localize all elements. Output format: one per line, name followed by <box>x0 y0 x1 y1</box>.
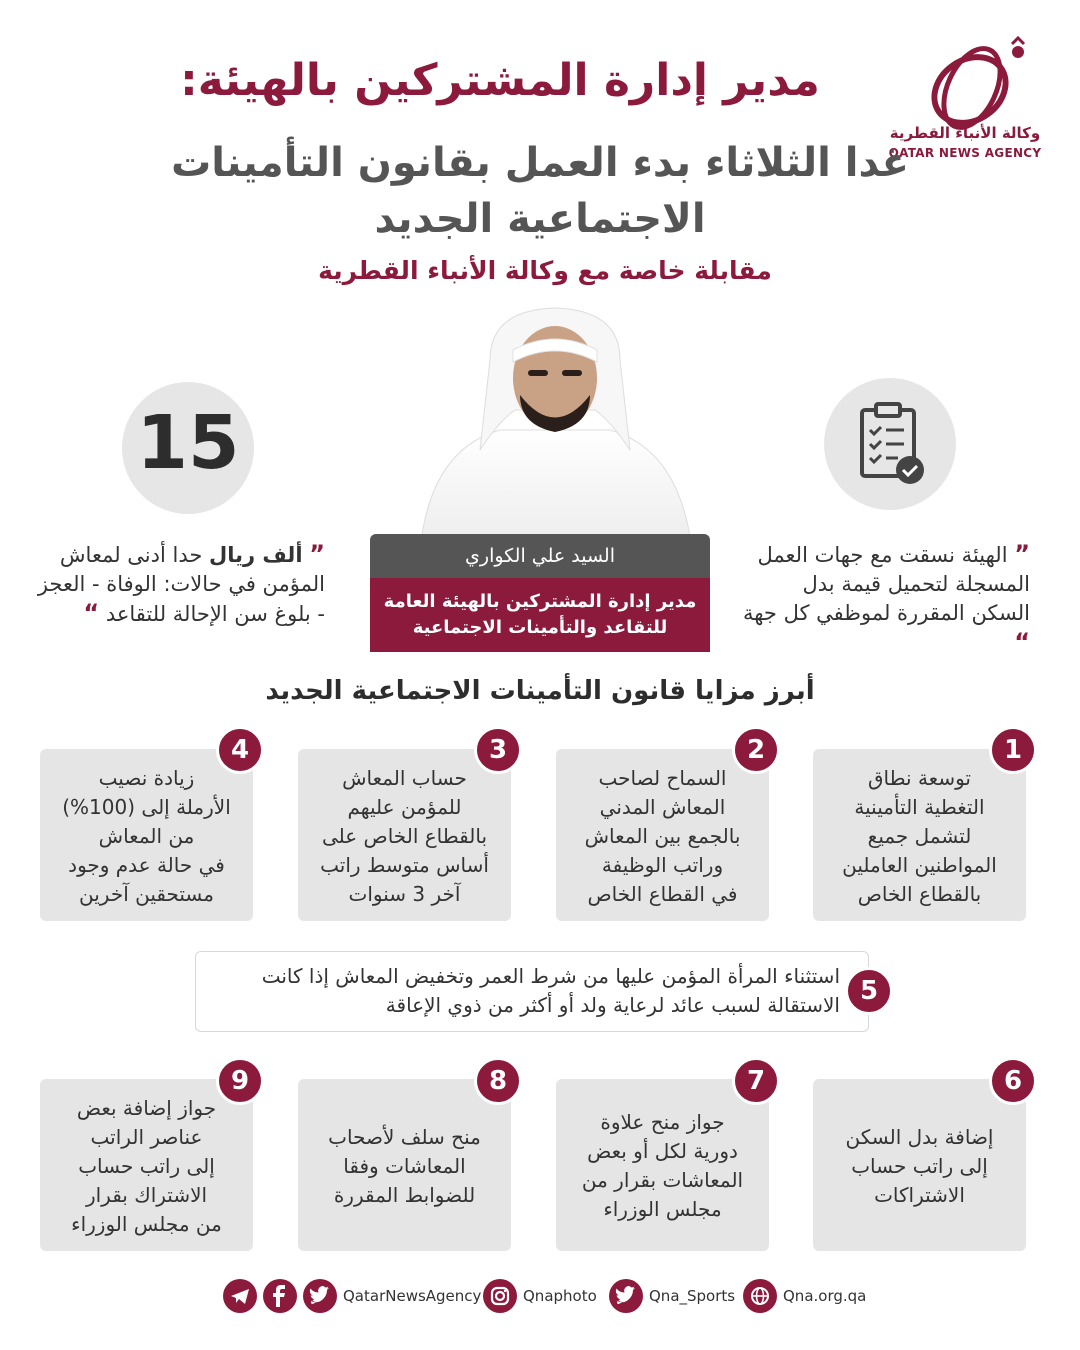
clipboard-circle <box>824 378 956 510</box>
feature-line: الاشتراك بقرار <box>85 1183 208 1207</box>
twitter-icon[interactable] <box>609 1279 643 1313</box>
feature-line: مستحقين آخرين <box>79 882 214 906</box>
feature-line: المواطنين العاملين <box>842 853 997 877</box>
page-subtitle <box>170 135 910 247</box>
feature-number-badge: 8 <box>474 1057 522 1105</box>
person-name: السيد علي الكواري <box>370 534 710 578</box>
feature-line: عناصر الراتب <box>90 1125 203 1149</box>
globe-icon[interactable] <box>743 1279 777 1313</box>
feature-number-badge: 5 <box>845 967 893 1015</box>
feature-line: الاشتراكات <box>874 1183 965 1207</box>
feature-text <box>556 1108 769 1224</box>
quote-open-mark: ” <box>309 540 325 568</box>
feature-text <box>813 1123 1026 1210</box>
person-photo <box>410 300 700 550</box>
feature-line: من مجلس الوزراء <box>71 1212 222 1236</box>
role-line-2: للتقاعد والتأمينات الاجتماعية <box>412 617 668 638</box>
feature-line: لتشمل جميع <box>867 824 972 848</box>
feature-line: إلى راتب حساب <box>78 1154 215 1178</box>
twitter-icon[interactable] <box>303 1279 337 1313</box>
feature-text <box>40 1094 253 1239</box>
quote-close-mark: “ <box>1014 628 1030 656</box>
social-handle-main[interactable]: QatarNewsAgency <box>343 1287 482 1305</box>
feature-line: آخر 3 سنوات <box>348 882 461 906</box>
feature-line: التغطية التأمينية <box>854 795 985 819</box>
feature-number-badge: 9 <box>216 1057 264 1105</box>
feature-text <box>298 1123 511 1210</box>
feature-text <box>40 764 253 909</box>
feature-line: المعاشات وفقا <box>343 1154 466 1178</box>
feature-line: جواز منح علاوة <box>600 1110 725 1134</box>
feature-line: إلى راتب حساب <box>851 1154 988 1178</box>
feature-text <box>813 764 1026 909</box>
person-role <box>370 578 710 652</box>
feature-line: للضوابط المقررة <box>333 1183 476 1207</box>
logo-name-english: QATAR NEWS AGENCY <box>888 146 1042 160</box>
feature-line: زيادة نصيب <box>98 766 195 790</box>
feature-line: بالجمع بين المعاش <box>584 824 741 848</box>
feature-number-badge: 1 <box>989 726 1037 774</box>
feature-line: منح سلف لأصحاب <box>328 1125 481 1149</box>
feature-line: للمؤمن عليهم <box>347 795 462 819</box>
feature-text <box>298 764 511 909</box>
feature-line: في القطاع الخاص <box>587 882 738 906</box>
quote-open-mark: ” <box>1014 540 1030 568</box>
feature-line: المعاش المدني <box>599 795 726 819</box>
stat-quote-text: الهيئة نسقت مع جهات العمل المسجلة لتحميل قيمة بدل السكن المقررة لموظفي كل جهة <box>742 543 1030 625</box>
feature-line: الأرملة إلى (100%) <box>62 795 231 819</box>
stat-quote-left <box>35 540 325 629</box>
interview-tagline: مقابلة خاصة مع وكالة الأنباء القطرية <box>318 256 772 285</box>
page-title: مدير إدارة المشتركين بالهيئة: <box>180 55 820 106</box>
feature-line: بالقطاع الخاص على <box>321 824 488 848</box>
stat-quote-right <box>740 540 1030 658</box>
feature-line: جواز إضافة بعض <box>76 1096 217 1120</box>
feature-number-badge: 7 <box>732 1057 780 1105</box>
features-heading: أبرز مزايا قانون التأمينات الاجتماعية الجديد <box>265 676 815 706</box>
stat-number: 15 <box>136 400 240 486</box>
role-line-1: مدير إدارة المشتركين بالهيئة العامة <box>383 591 697 612</box>
clipboard-check-icon <box>824 378 956 510</box>
feature-line: بالقطاع الخاص <box>857 882 982 906</box>
subtitle-line-2: الاجتماعية الجديد <box>374 196 706 242</box>
feature-number-badge: 3 <box>474 726 522 774</box>
feature-line: إضافة بدل السكن <box>845 1125 994 1149</box>
subtitle-line-1: غدا الثلاثاء بدء العمل بقانون التأمينات <box>171 140 909 186</box>
feature-line: السماح لصاحب <box>598 766 727 790</box>
stat-quote-bold: ألف ريال <box>209 543 303 567</box>
feature-line: وراتب الوظيفة <box>601 853 724 877</box>
telegram-icon[interactable] <box>223 1279 257 1313</box>
feature-line: مجلس الوزراء <box>603 1197 722 1221</box>
social-handle-photo[interactable]: Qnaphoto <box>523 1287 597 1305</box>
logo-name-arabic: وكالة الأنباء القطرية <box>889 124 1041 142</box>
feature-line: دورية لكل أو بعض <box>587 1139 738 1163</box>
feature-number-badge: 2 <box>732 726 780 774</box>
website-link[interactable]: Qna.org.qa <box>783 1287 867 1305</box>
feature-line: حساب المعاش <box>342 766 467 790</box>
social-handle-sports[interactable]: Qna_Sports <box>649 1287 736 1305</box>
feature-line: استثناء المرأة المؤمن عليها من شرط العمر وتخفيض المعاش إذا كانت <box>261 964 840 988</box>
instagram-icon[interactable] <box>483 1279 517 1313</box>
feature-line: من المعاش <box>98 824 195 848</box>
facebook-icon[interactable] <box>263 1279 297 1313</box>
feature-line: أساس متوسط راتب <box>320 853 489 877</box>
stat-quote-text: حدا أدنى لمعاش المؤمن في حالات: الوفاة - العجز - بلوغ سن الإحالة للتقاعد <box>37 543 325 626</box>
quote-close-mark: “ <box>83 599 100 627</box>
feature-line: الاستقالة لسبب عائد لرعاية ولد أو أكثر من ذوي الإعاقة <box>385 993 840 1017</box>
feature-line: في حالة عدم وجود <box>68 853 225 877</box>
feature-line: توسعة نطاق <box>868 766 971 790</box>
feature-text <box>215 962 840 1020</box>
feature-number-badge: 6 <box>989 1057 1037 1105</box>
feature-number-badge: 4 <box>216 726 264 774</box>
qna-logo <box>900 30 1050 165</box>
feature-text <box>556 764 769 909</box>
feature-line: المعاشات بقرار من <box>581 1168 744 1192</box>
